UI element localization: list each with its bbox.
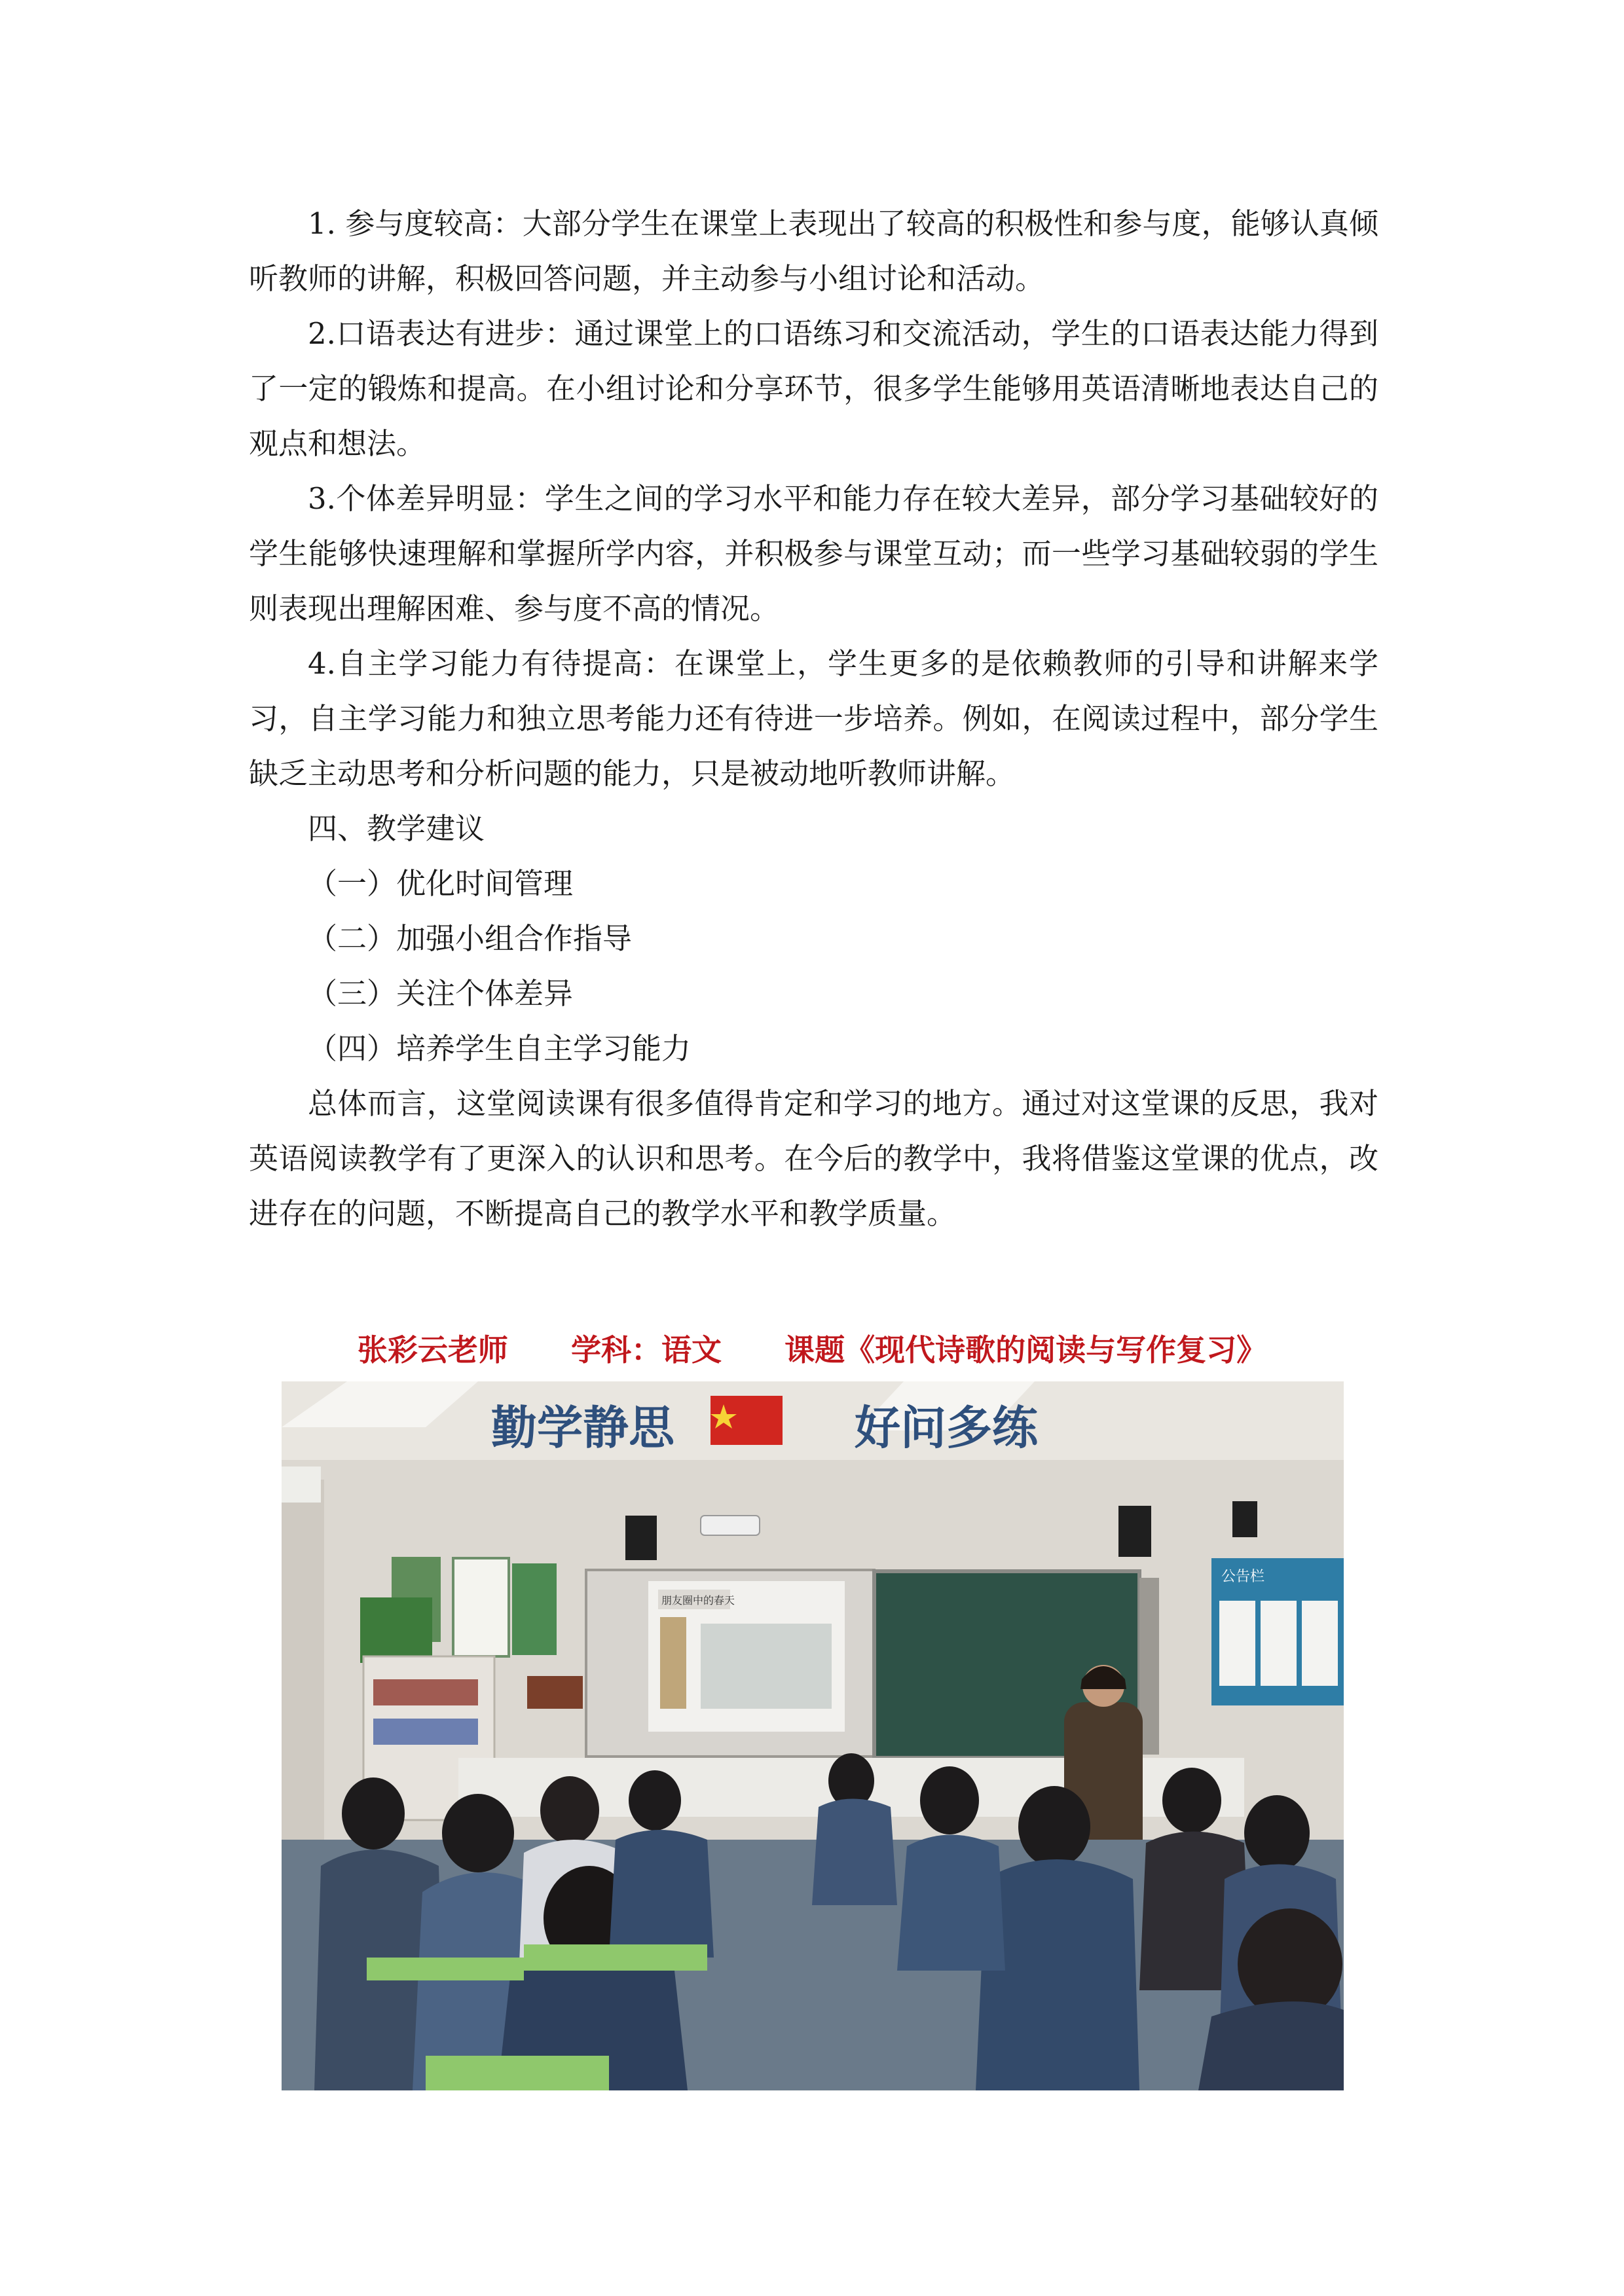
- paragraph-1: 1. 参与度较高：大部分学生在课堂上表现出了较高的积极性和参与度，能够认真倾听教师的讲解，积极回答问题，并主动参与小组讨论和活动。: [249, 206, 1378, 296]
- paragraph-2: 2.口语表达有进步：通过课堂上的口语练习和交流活动，学生的口语表达能力得到了一定的锻炼和提高。在小组讨论和分享环节，很多学生能够用英语清晰地表达自己的观点和想法。: [249, 316, 1378, 461]
- flag-icon: [710, 1396, 783, 1445]
- slogan-right: 好问多练: [855, 1401, 1038, 1455]
- screen-title: 朋友圈中的春天: [661, 1594, 735, 1607]
- paragraph-3: 3.个体差异明显：学生之间的学习水平和能力存在较大差异，部分学习基础较好的学生能够快速理解和掌握所学内容，并积极参与课堂互动；而一些学习基础较弱的学生则表现出理解困难、参与度不高的情况。: [249, 481, 1378, 626]
- suggestion-4: （四）培养学生自主学习能力: [308, 1031, 692, 1066]
- suggestion-3: （三）关注个体差异: [308, 976, 574, 1011]
- classroom-photo: [282, 1381, 1344, 2090]
- caption-subject: 学科：语文: [571, 1332, 722, 1368]
- suggestion-2: （二）加强小组合作指导: [308, 921, 633, 956]
- caption-teacher: 张彩云老师: [357, 1332, 508, 1368]
- summary-paragraph: 总体而言，这堂阅读课有很多值得肯定和学习的地方。通过对这堂课的反思，我对英语阅读教学有了更深入的认识和思考。在今后的教学中，我将借鉴这堂课的优点，改进存在的问题，不断提高自己的教学水平和教学质量。: [249, 1086, 1378, 1231]
- notice-board-label: 公告栏: [1221, 1569, 1265, 1585]
- caption-topic: 课题《现代诗歌的阅读与写作复习》: [784, 1332, 1267, 1368]
- body-text: [249, 196, 1378, 1241]
- suggestion-1: （一）优化时间管理: [308, 866, 574, 901]
- slogan-left: 勤学静思: [491, 1401, 674, 1455]
- paragraph-4: 4.自主学习能力有待提高：在课堂上，学生更多的是依赖教师的引导和讲解来学习，自主学习能力和独立思考能力还有待进一步培养。例如，在阅读过程中，部分学生缺乏主动思考和分析问题的能力，只是被动地听教师讲解。: [249, 646, 1378, 791]
- section-heading: 四、教学建议: [308, 811, 485, 846]
- photo-caption: [0, 1326, 1624, 1370]
